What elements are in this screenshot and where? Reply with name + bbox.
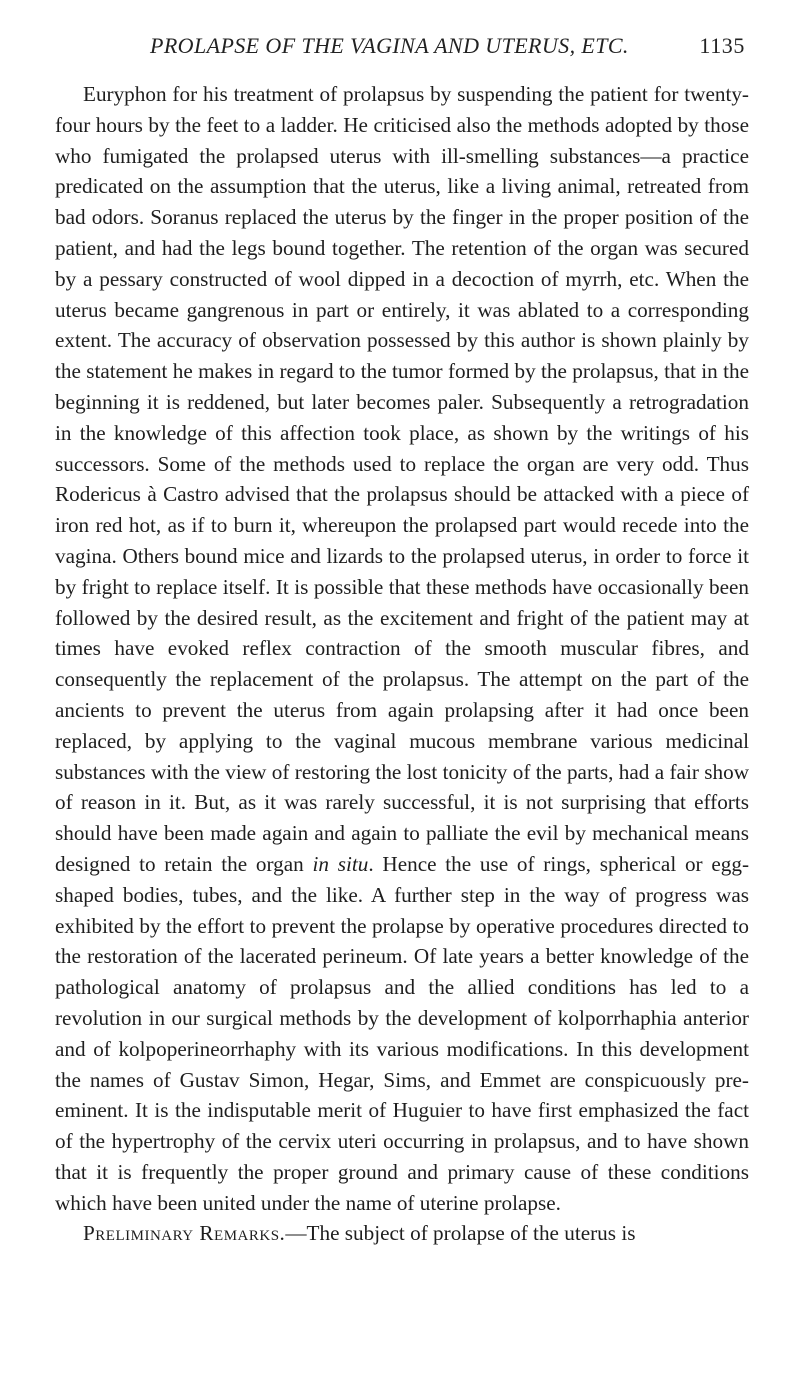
running-title: PROLAPSE OF THE VAGINA AND UTERUS, ETC. [150,33,629,58]
body-text [55,79,749,1249]
paragraph [55,79,749,1218]
section-heading: Preliminary Remarks. [83,1221,286,1246]
page-number: 1135 [699,33,745,58]
paragraph [55,1218,749,1249]
paragraph-text-continued: . Hence the use of rings, spherical or egg-shaped bodies, tubes, and the like. A further step in the way of progress was exhibited by the effort to prevent the prolapse by operative procedures directed to the restoration of the lacerated perineum. Of late years a better knowledge of the pathological anatomy of prolapsus and the allied conditions has led to a revolution in our surgical methods by the development of kolporrhaphia anterior and of kolpoperineorrhaphy with its various modifications. In this development the names of Gustav Simon, Hegar, Sims, and Emmet are conspicuously pre-eminent. It is the indisputable merit of Huguier to have first emphasized the fact of the hypertrophy of the cervix uteri occurring in prolapsus, and to have shown that it is frequently the proper ground and primary cause of these conditions which have been united under the name of uterine prolapse. [55,851,749,1215]
paragraph-text: —The subject of prolapse of the uterus is [285,1221,636,1246]
italic-phrase: in situ [312,851,369,876]
paragraph-text: Euryphon for his treatment of prolapsus by suspending the patient for twenty-four hours by the feet to a ladder. He criticised also the methods adopted by those who fumigated the prolapsed uterus with ill-smelling substances—a practice predicated on the assumption that the uterus, like a living animal, retreated from bad odors. Soranus replaced the uterus by the finger in the proper position of the patient, and had the legs bound together. The retention of the organ was secured by a pessary constructed of wool dipped in a decoction of myrrh, etc. When the uterus became gangrenous in part or entirely, it was ablated to a corresponding extent. The accuracy of observation possessed by this author is shown plainly by the statement he makes in regard to the tumor formed by the prolapsus, that in the beginning it is reddened, but later becomes paler. Subsequently a retrogradation in the knowledge of this affection took place, as shown by the writings of his successors. Some of the methods used to replace the organ are very odd. Thus Rodericus à Castro advised that the prolapsus should be attacked with a piece of iron red hot, as if to burn it, whereupon the prolapsed part would recede into the vagina. Others bound mice and lizards to the prolapsed uterus, in order to force it by fright to replace itself. It is possible that these methods have occasionally been followed by the desired result, as the excitement and fright of the patient may at times have evoked reflex contraction of the smooth muscular fibres, and consequently the replacement of the prolapsus. The attempt on the part of the ancients to prevent the uterus from again prolapsing after it had once been replaced, by applying to the vaginal mucous membrane various medicinal substances with the view of restoring the lost tonicity of the parts, had a fair show of reason in it. But, as it was rarely successful, it is not surprising that efforts should have been made again and again to palliate the evil by mechanical means designed to retain the organ [55,82,749,876]
